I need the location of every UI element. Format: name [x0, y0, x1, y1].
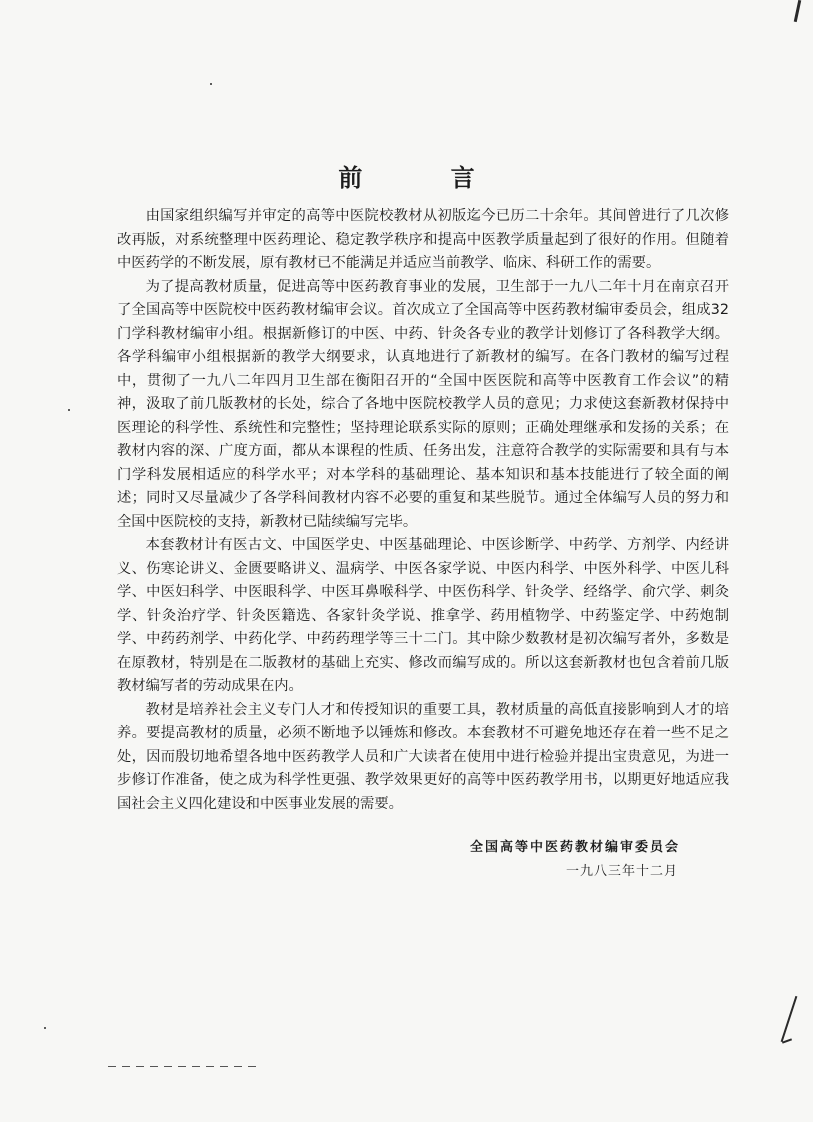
- signature-date: 一九八三年十二月: [566, 864, 679, 879]
- paragraph-2: 为了提高教材质量，促进高等中医药教育事业的发展，卫生部于一九八二年十月在南京召开了全国高等中医院校中医药教材编审会议。首次成立了全国高等中医药教材编审委员会，组成32门学科教材编审小组。根据新修订的中医、中药、针灸各专业的教学计划修订了各科教学大纲。各学科编审小组根据新的教学大纲要求，认真地进行了新教材的编写。在各门教材的编写过程中，贯彻了一九八二年四月卫生部在衡阳召开的“全国中医医院和高等中医教育工作会议”的精神，汲取了前几版教材的长处，综合了各地中医院校教学人员的意见；力求使这套新教材保持中医理论的科学性、系统性和完整性；坚持理论联系实际的原则；正确处理继承和发扬的关系；在教材内容的深、广度方面，都从本课程的性质、任务出发，注意符合教学的实际需要和具有与本门学科发展相适应的科学水平；对本学科的基础理论、基本知识和基本技能进行了较全面的阐述；同时又尽量减少了各学科间教材内容不必要的重复和某些脱节。通过全体编写人员的努力和全国中医院校的支持，新教材已陆续编写完毕。: [117, 278, 729, 530]
- scan-dash-line: [108, 1066, 258, 1067]
- scan-mark: [794, 0, 802, 22]
- scan-speck: [44, 1027, 46, 1029]
- scan-speck: [68, 409, 70, 411]
- scan-speck: [210, 83, 212, 85]
- paragraph-1: 由国家组织编写并审定的高等中医院校教材从初版迄今已历二十余年。其间曾进行了几次修改再版，对系统整理中医药理论、稳定教学秩序和提高中医教学质量起到了很好的作用。但随着中医药学的不断发展，原有教材已不能满足并适应当前教学、临床、科研工作的需要。: [117, 208, 729, 271]
- paragraph-4: 教材是培养社会主义专门人才和传授知识的重要工具，教材质量的高低直接影响到人才的培养。要提高教材的质量，必须不断地予以锤炼和修改。本套教材不可避免地还存在着一些不足之处，因而殷切地希望各地中医药教学人员和广大读者在使用中进行检验并提出宝贵意见，为进一步修订作准备，使之成为科学性更强、教学效果更好的高等中医药教学用书，以期更好地适应我国社会主义四化建设和中医事业发展的需要。: [117, 701, 729, 812]
- signature-organization: 全国高等中医药教材编审委员会: [470, 840, 681, 855]
- preface-body: [117, 205, 729, 816]
- paragraph-3: 本套教材计有医古文、中国医学史、中医基础理论、中医诊断学、中药学、方剂学、内经讲义、伤寒论讲义、金匮要略讲义、温病学、中医各家学说、中医内科学、中医外科学、中医儿科学、中医妇科学、中医眼科学、中医耳鼻喉科学、中医伤科学、针灸学、经络学、俞穴学、刺灸学、针灸治疗学、针灸医籍选、各家针灸学说、推拿学、药用植物学、中药鉴定学、中药炮制学、中药药剂学、中药化学、中药药理学等三十二门。其中除少数教材是初次编写者外，多数是在原教材，特别是在二版教材的基础上充实、修改而编写成的。所以这套新教材也包含着前几版教材编写者的劳动成果在内。: [117, 537, 729, 694]
- page-title: 前 言: [338, 164, 515, 192]
- scan-mark: [781, 996, 798, 1042]
